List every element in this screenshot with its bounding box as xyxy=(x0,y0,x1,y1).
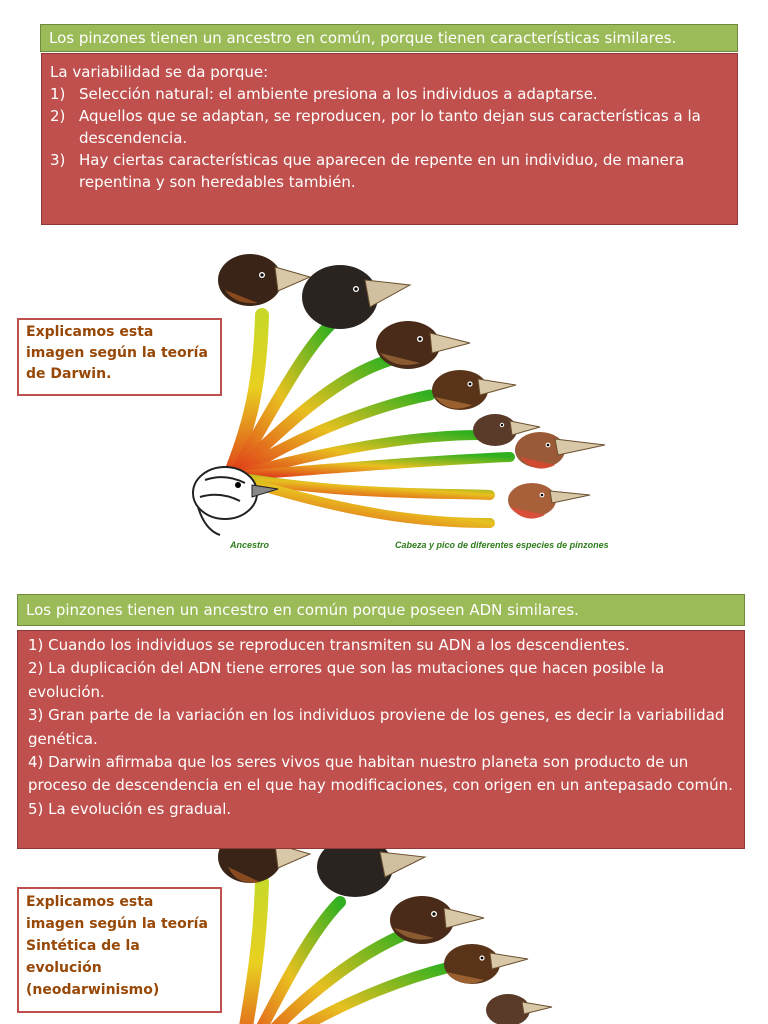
finch-head-7 xyxy=(508,483,590,519)
explain-darwin-box: Explicamos esta imagen según la teoría de Darwin. xyxy=(17,318,222,396)
list-item: 2) La duplicación del ADN tiene errores que son las mutaciones que hacen posible la evolución. xyxy=(28,659,665,701)
finch-evolution-illustration-2 xyxy=(190,832,630,1024)
finch-head-1 xyxy=(218,254,310,306)
finch-head-3 xyxy=(376,321,470,369)
section2-dna-box xyxy=(17,630,745,849)
section1-variability-box xyxy=(41,53,738,225)
list-item: 1) Cuando los individuos se reproducen transmiten su ADN a los descendientes. xyxy=(28,636,630,654)
list-item: 1) Selección natural: el ambiente presiona a los individuos a adaptarse. xyxy=(50,85,598,103)
finch-head-6 xyxy=(515,432,605,469)
species-label: Cabeza y pico de diferentes especies de pinzones xyxy=(395,540,609,550)
finch-head-3 xyxy=(390,896,484,944)
section1-list xyxy=(50,83,729,193)
list-item: 5) La evolución es gradual. xyxy=(28,799,232,818)
list-item: 3) Gran parte de la variación en los individuos proviene de los genes, es decir la variabilidad genética. xyxy=(28,706,725,748)
list-item: 3) Hay ciertas características que aparecen de repente en un individuo, de manera repentina y son heredables también. xyxy=(50,151,685,191)
list-item: 2) Aquellos que se adaptan, se reproducen, por lo tanto dejan sus características a la descendencia. xyxy=(50,107,701,147)
section1-intro: La variabilidad se da porque: xyxy=(50,63,269,81)
ancestor-label: Ancestro xyxy=(230,540,270,550)
finch-head-2 xyxy=(302,265,410,329)
finch-evolution-illustration xyxy=(180,245,620,557)
list-item: 4) Darwin afirmaba que los seres vivos que habitan nuestro planeta son producto de un proceso de descendencia en el que hay modificaciones, con origen en un antepasado común. xyxy=(28,753,733,795)
tree-branches xyxy=(230,315,510,523)
finch-head-4 xyxy=(444,944,528,984)
section2-heading: Los pinzones tienen un ancestro en común porque poseen ADN similares. xyxy=(17,594,745,626)
finch-head-5 xyxy=(486,994,552,1024)
explain-synthetic-box: Explicamos esta imagen según la teoría Sintética de la evolución (neodarwinismo) xyxy=(17,887,222,1013)
section1-heading: Los pinzones tienen un ancestro en común, porque tienen características similares. xyxy=(40,24,738,52)
finch-head-4 xyxy=(432,370,516,410)
